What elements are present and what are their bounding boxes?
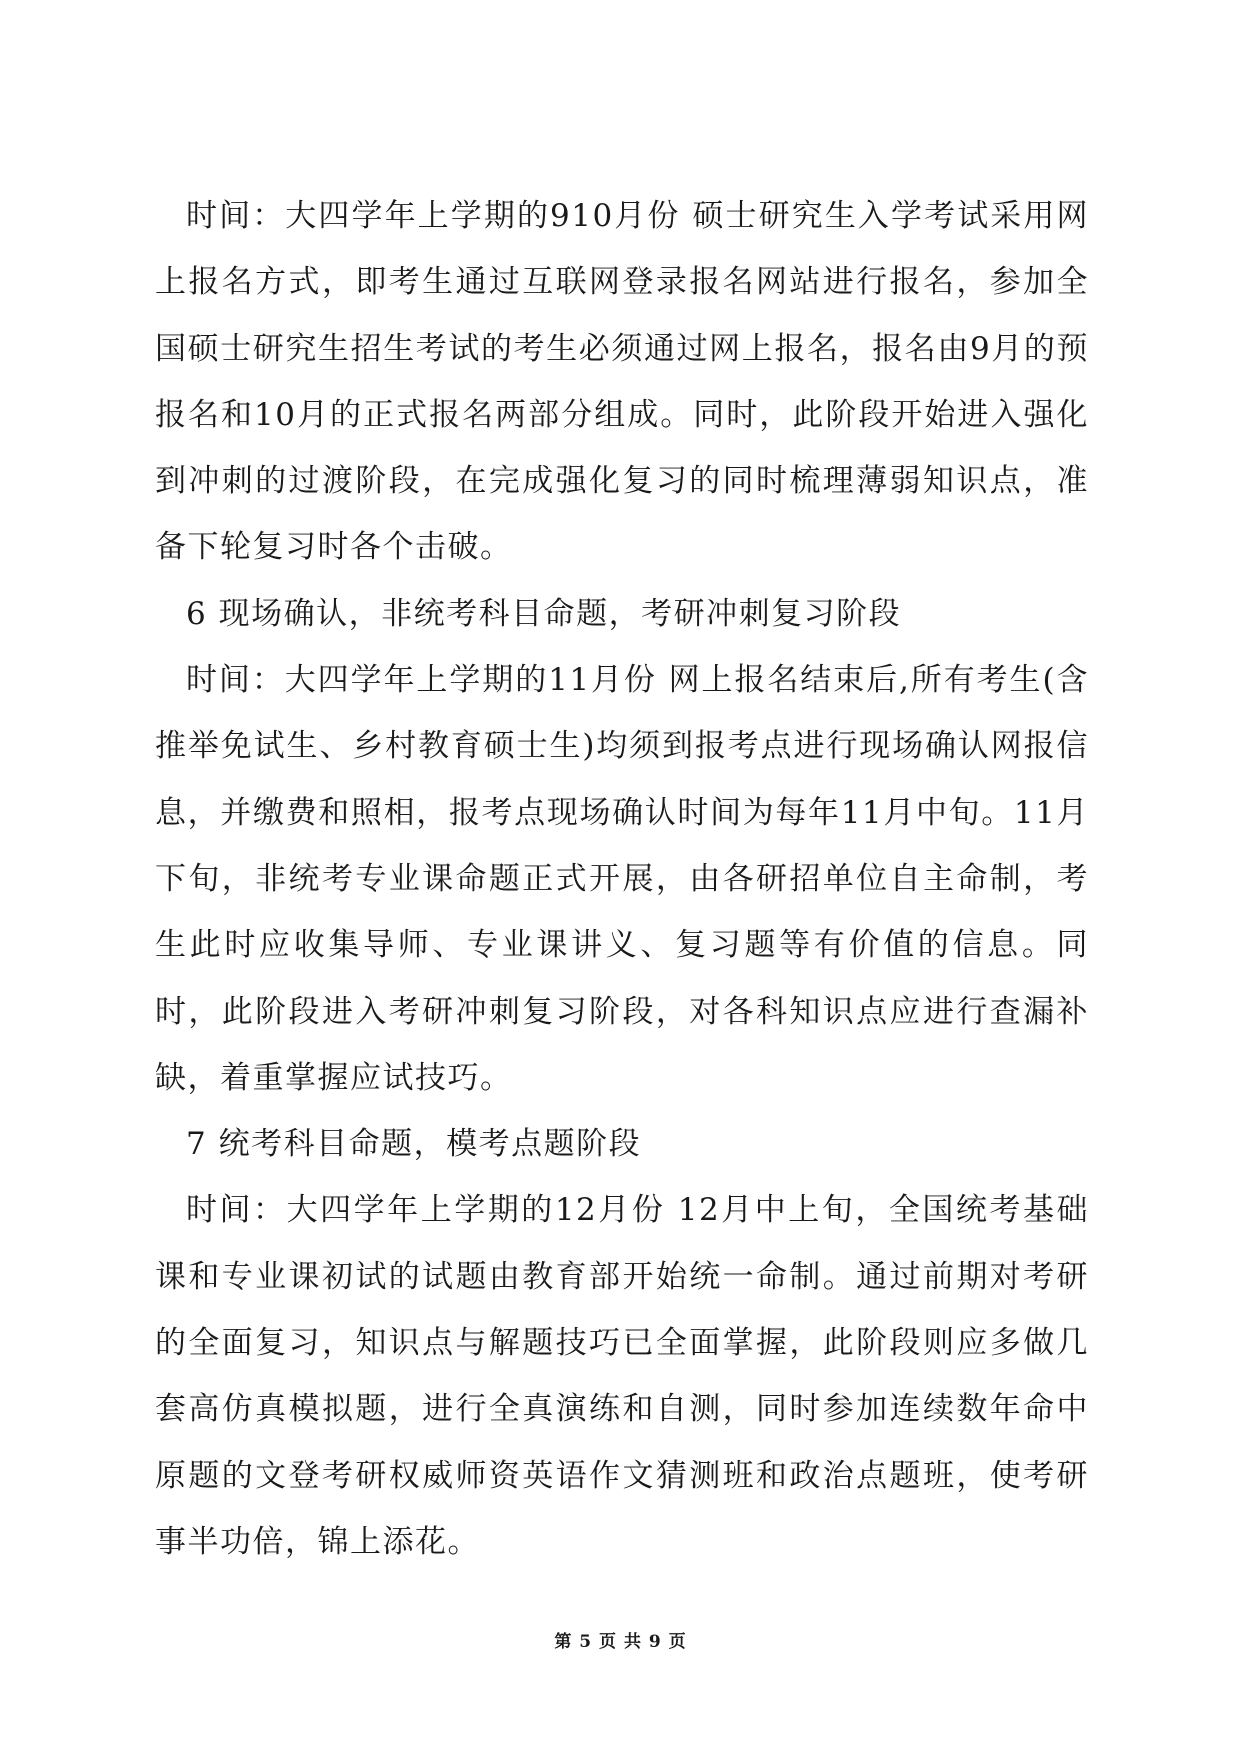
paragraph-confirmation: 时间：大四学年上学期的11月份 网上报名结束后,所有考生(含推举免试生、乡村教育硕士生)均须到报考点进行现场确认网报信息，并缴费和照相，报考点现场确认时间为每年11月中旬。11月下旬，非统考专业课命题正式开展，由各研招单位自主命制，考生此时应收集导师、专业课讲义、复习题等有价值的信息。同时，此阶段进入考研冲刺复习阶段，对各科知识点应进行查漏补缺，着重掌握应试技巧。 <box>155 662 1089 1096</box>
document-body <box>155 183 1089 1575</box>
page-number-footer: 第 5 页 共 9 页 <box>554 1632 687 1652</box>
paragraph-registration: 时间：大四学年上学期的910月份 硕士研究生入学考试采用网上报名方式，即考生通过互联网登录报名网站进行报名，参加全国硕士研究生招生考试的考生必须通过网上报名，报名由9月的预报名和10月的正式报名两部分组成。同时，此阶段开始进入强化到冲刺的过渡阶段，在完成强化复习的同时梳理薄弱知识点，准备下轮复习时各个击破。 <box>155 198 1089 566</box>
paragraph-mock-exam: 时间：大四学年上学期的12月份 12月中上旬，全国统考基础课和专业课初试的试题由教育部开始统一命制。通过前期对考研的全面复习，知识点与解题技巧已全面掌握，此阶段则应多做几套高仿真模拟题，进行全真演练和自测，同时参加连续数年命中原题的文登考研权威师资英语作文猜测班和政治点题班，使考研事半功倍，锦上添花。 <box>155 1192 1089 1560</box>
section-heading-6: 6 现场确认，非统考科目命题，考研冲刺复习阶段 <box>186 595 902 632</box>
section-heading-7: 7 统考科目命题，模考点题阶段 <box>186 1126 642 1163</box>
